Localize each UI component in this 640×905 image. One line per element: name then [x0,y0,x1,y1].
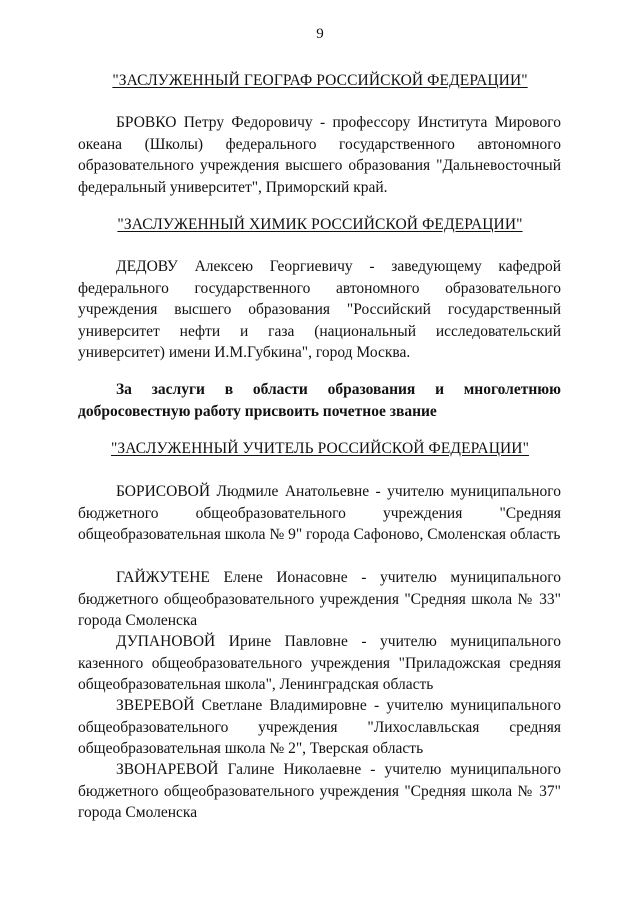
decree-text: За заслуги в области образования и многолетнюю добросовестную работу присвоить почетное звание [78,381,561,420]
award-entry-zvereva: ЗВЕРЕВОЙ Светлане Владимировне - учителю муниципального общеобразовательного учреждения "Лихославльская средняя общеобразовательная школа № 2", Тверская область [78,697,561,757]
award-entry-brovko: БРОВКО Петру Федоровичу - профессору Института Мирового океана (Школы) федерального государственного автономного образовательного учреждения высшего образования "Дальневосточный федеральный университет", Приморский край. [78,114,561,196]
section-heading-geographer: "ЗАСЛУЖЕННЫЙ ГЕОГРАФ РОССИЙСКОЙ ФЕДЕРАЦИИ" [112,72,528,89]
award-entry-zvonareva: ЗВОНАРЕВОЙ Галине Николаевне - учителю муниципального бюджетного общеобразовательного учреждения "Средняя школа № 37" города Смоленска [78,761,561,821]
page-number: 9 [316,26,324,42]
award-entry-dupanova: ДУПАНОВОЙ Ирине Павловне - учителю муниципального казенного общеобразовательного учреждения "Приладожская средняя общеобразовательная школа", Ленинградская область [78,633,561,693]
award-entry-borisova: БОРИСОВОЙ Людмиле Анатольевне - учителю муниципального бюджетного общеобразовательного учреждения "Средняя общеобразовательная школа № 9" города Сафоново, Смоленская область [78,483,561,543]
section-heading-teacher: "ЗАСЛУЖЕННЫЙ УЧИТЕЛЬ РОССИЙСКОЙ ФЕДЕРАЦИИ" [110,440,530,457]
award-entry-dedov: ДЕДОВУ Алексею Георгиевичу - заведующему кафедрой федерального государственного автономного образовательного учреждения высшего образования "Российский государственный университет нефти и газа (национальный исследовательский университет) имени И.М.Губкина", город Москва. [78,258,561,361]
section-heading-chemist: "ЗАСЛУЖЕННЫЙ ХИМИК РОССИЙСКОЙ ФЕДЕРАЦИИ" [117,216,523,233]
award-entry-gaizhutene: ГАЙЖУТЕНЕ Елене Ионасовне - учителю муниципального бюджетного общеобразовательного учреждения "Средняя школа № 33" города Смоленска [78,569,561,629]
